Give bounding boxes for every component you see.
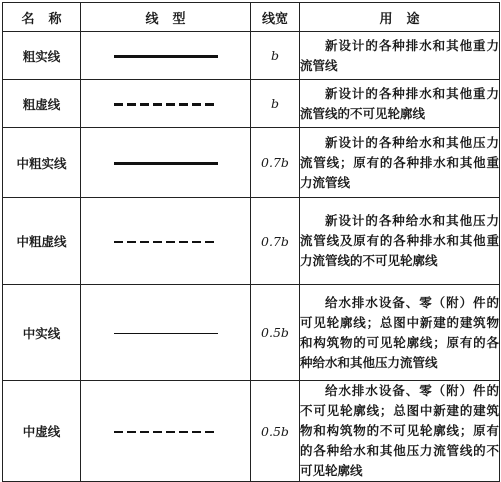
- line-sample: [81, 80, 251, 128]
- header-line-width: 线宽: [251, 3, 300, 32]
- line-sample: [81, 32, 251, 80]
- row-width: 0.7b: [251, 128, 300, 198]
- row-name: 中粗实线: [3, 128, 81, 198]
- row-usage: 新设计的各种排水和其他重力流管线: [300, 32, 500, 80]
- line-sample-mark: [114, 431, 218, 433]
- header-usage: 用途: [300, 3, 500, 32]
- line-sample: [81, 128, 251, 198]
- row-width: 0.5b: [251, 381, 300, 482]
- table-header-row: [3, 3, 500, 32]
- row-name: 中虚线: [3, 381, 81, 482]
- table-row: [3, 128, 500, 198]
- table-row: [3, 285, 500, 381]
- row-width: 0.7b: [251, 198, 300, 285]
- line-sample: [81, 285, 251, 381]
- row-usage: 给水排水设备、零（附）件的可见轮廓线；总图中新建的建筑物和构筑物的可见轮廓线；原有的各种给水和其他压力流管线: [300, 285, 500, 381]
- row-name: 粗实线: [3, 32, 81, 80]
- row-name: 中粗虚线: [3, 198, 81, 285]
- row-usage: 给水排水设备、零（附）件的不可见轮廓线；总图中新建的建筑物和构筑物的不可见轮廓线；原有的各种给水和其他压力流管线的不可见轮廓线: [300, 381, 500, 482]
- row-usage: 新设计的各种给水和其他压力流管线及原有的各种排水和其他重力流管线的不可见轮廓线: [300, 198, 500, 285]
- header-line-type: 线型: [81, 3, 251, 32]
- line-sample-mark: [114, 162, 218, 165]
- row-usage: 新设计的各种排水和其他重力流管线的不可见轮廓线: [300, 80, 500, 128]
- row-width: b: [251, 80, 300, 128]
- row-name: 粗虚线: [3, 80, 81, 128]
- row-usage: 新设计的各种给水和其他压力流管线；原有的各种排水和其他重力流管线: [300, 128, 500, 198]
- table-row: [3, 80, 500, 128]
- row-name: 中实线: [3, 285, 81, 381]
- row-width: b: [251, 32, 300, 80]
- line-type-table: [2, 2, 500, 482]
- line-sample-mark: [114, 103, 218, 107]
- row-width: 0.5b: [251, 285, 300, 381]
- table-row: [3, 32, 500, 80]
- line-sample-mark: [114, 333, 218, 335]
- line-sample-mark: [114, 241, 218, 244]
- line-sample: [81, 198, 251, 285]
- table-row: [3, 198, 500, 285]
- line-sample-mark: [114, 55, 218, 59]
- header-name: 名称: [3, 3, 81, 32]
- table-row: [3, 381, 500, 482]
- line-sample: [81, 381, 251, 482]
